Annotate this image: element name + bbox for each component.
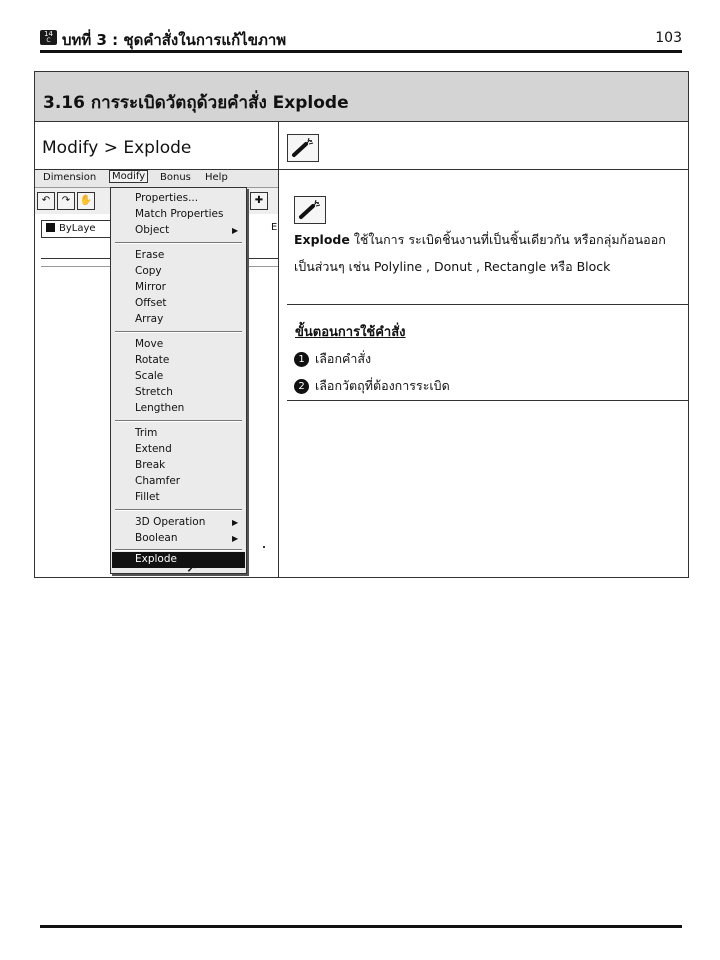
menu-item-array[interactable]: Array	[135, 313, 164, 325]
step-item	[294, 376, 450, 396]
section-title: 3.16 การระเบิดวัตถุด้วยคำสั่ง Explode	[43, 93, 349, 113]
menu-item-erase[interactable]: Erase	[135, 249, 165, 261]
menu-separator	[115, 331, 242, 333]
menubar	[35, 170, 278, 188]
description-divider	[287, 304, 688, 305]
menu-item-copy[interactable]: Copy	[135, 265, 162, 277]
screen-dot	[263, 546, 265, 548]
menu-path: Modify > Explode	[42, 138, 192, 158]
column-divider	[278, 121, 279, 577]
steps-divider	[287, 400, 688, 401]
menu-separator	[115, 242, 242, 244]
step-text: เลือกวัตถุที่ต้องการระเบิด	[315, 378, 450, 393]
description-body: ใช้ในการ ระเบิดชิ้นงานที่เป็นชิ้นเดียวกัน หรือกลุ่มก้อนออกเป็นส่วนๆ เช่น Polyline , Donut , Rectangle หรือ Block	[294, 232, 666, 274]
chapter-badge-icon	[40, 30, 57, 45]
menu-item-object[interactable]: Object	[135, 224, 170, 236]
menu-separator	[115, 549, 242, 551]
autocad-screenshot	[35, 170, 278, 577]
menu-item-explode-label: Explode	[135, 553, 177, 565]
chapter-title: บทที่ 3 : ชุดคำสั่งในการแก้ไขภาพ	[62, 31, 287, 49]
explode-icon	[294, 196, 326, 224]
menu-item-break[interactable]: Break	[135, 459, 166, 471]
undo-icon[interactable]: ↶	[37, 192, 55, 210]
content-frame	[34, 71, 689, 578]
description-text	[294, 227, 674, 280]
menu-modify[interactable]: Modify	[109, 170, 148, 183]
menu-bonus[interactable]: Bonus	[160, 172, 191, 183]
badge-top-text: 14	[44, 30, 53, 38]
menu-item-match-properties[interactable]: Match Properties	[135, 208, 224, 220]
menu-help[interactable]: Help	[205, 172, 228, 183]
menu-item-rotate[interactable]: Rotate	[135, 354, 170, 366]
page-number: 103	[655, 30, 682, 46]
menu-item-properties[interactable]: Properties...	[135, 192, 199, 204]
menu-item-scale[interactable]: Scale	[135, 370, 164, 382]
redo-icon[interactable]: ↷	[57, 192, 75, 210]
menu-item-3d-operation[interactable]: 3D Operation	[135, 516, 206, 528]
footer-rule	[40, 925, 682, 928]
menu-item-fillet[interactable]: Fillet	[135, 491, 160, 503]
step-number-badge: 2	[294, 379, 309, 394]
menu-item-chamfer[interactable]: Chamfer	[135, 475, 181, 487]
menu-item-extend[interactable]: Extend	[135, 443, 172, 455]
menu-item-move[interactable]: Move	[135, 338, 164, 350]
mouse-cursor-icon: ➚	[186, 560, 198, 576]
step-text: เลือกคำสั่ง	[315, 351, 372, 366]
layer-value: ByLaye	[59, 223, 96, 234]
menu-item-boolean[interactable]: Boolean	[135, 532, 178, 544]
menu-item-stretch[interactable]: Stretch	[135, 386, 173, 398]
menu-dimension[interactable]: Dimension	[43, 172, 97, 183]
badge-bottom-text: C	[46, 37, 51, 44]
steps-title: ขั้นตอนการใช้คำสั่ง	[295, 325, 406, 340]
explode-icon	[287, 134, 319, 162]
menu-item-mirror[interactable]: Mirror	[135, 281, 166, 293]
pan-icon[interactable]: ✋	[77, 192, 95, 210]
submenu-arrow-icon: ▶	[232, 226, 239, 235]
step-item	[294, 349, 371, 369]
modify-dropdown-menu	[110, 187, 247, 574]
menu-item-offset[interactable]: Offset	[135, 297, 167, 309]
layer-color-icon	[46, 223, 55, 232]
submenu-arrow-icon: ▶	[232, 518, 239, 527]
description-keyword: Explode	[294, 232, 350, 247]
menu-item-lengthen[interactable]: Lengthen	[135, 402, 185, 414]
menu-item-trim[interactable]: Trim	[135, 427, 158, 439]
submenu-arrow-icon: ▶	[232, 534, 239, 543]
step-number-badge: 1	[294, 352, 309, 367]
zoom-icon[interactable]: ✚	[250, 192, 268, 210]
menu-separator	[115, 509, 242, 511]
page-header	[40, 28, 682, 50]
menu-item-explode[interactable]	[112, 552, 245, 568]
menu-separator	[115, 420, 242, 422]
header-rule	[40, 50, 682, 53]
section-title-bar	[35, 72, 688, 122]
toolbar-letter: E	[271, 222, 278, 233]
